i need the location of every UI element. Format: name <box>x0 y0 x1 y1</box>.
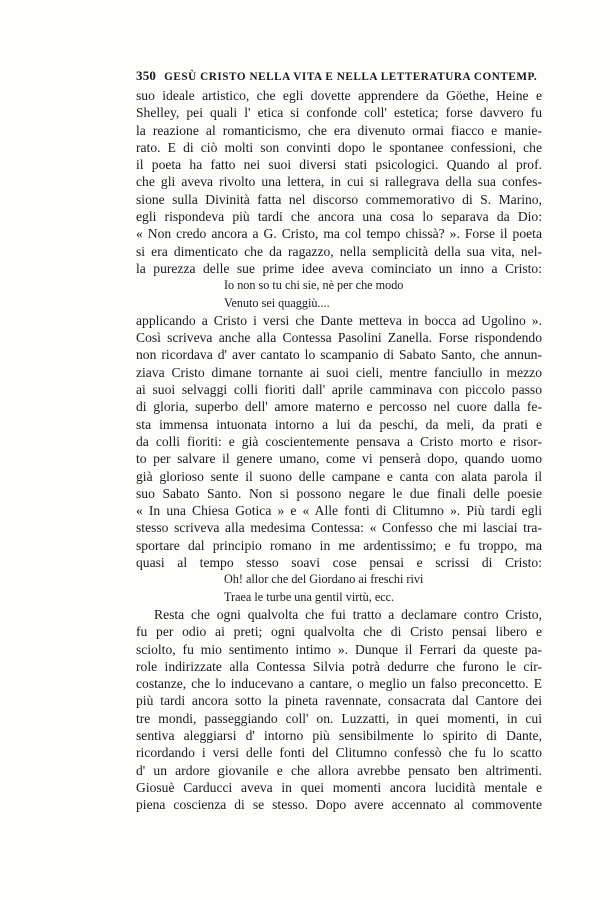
paragraph-3 <box>136 606 542 814</box>
text-line: sciolto, fu mio sentimento intimo ». Dunque il Ferrari da queste pa- <box>136 641 542 657</box>
text-line: egli rispondeva più tardi che ancora una cosa lo separava da Dio: <box>136 209 542 225</box>
verse-line: Io non so tu chi sie, nè per che modo <box>224 278 404 293</box>
text-line: costanze, che lo inducevano a cantare, o meglio un falso preconcetto. E <box>136 676 542 692</box>
verse-line: Venuto sei quaggiù.... <box>224 295 330 310</box>
text-line: che gli aveva rivolto una lettera, in cui si rallegrava della sua confes- <box>136 174 542 190</box>
text-line: da colli fioriti: e già coscientemente pensava a Cristo morto e risor- <box>136 433 542 449</box>
text-line: applicando a Cristo i versi che Dante metteva in bocca ad Ugolino ». <box>136 312 542 328</box>
text-line: ai suoi selvaggi colli fioriti dall' aprile camminava con piccolo passo <box>136 382 542 398</box>
text-line: ziava Cristo dimane tornante ai suoi cieli, mentre fanciullo in mezzo <box>136 364 542 380</box>
text-line: « In una Chiesa Gotica » e « Alle fonti di Clitumno ». Più tardi egli <box>136 503 542 519</box>
text-line: suo ideale artistico, che egli dovette apprendere da Göethe, Heine e <box>136 88 542 103</box>
paragraph-1 <box>136 87 542 277</box>
text-line: suo Sabato Santo. Non si possono negare le due finali delle poesie <box>136 485 542 501</box>
text-line: di gloria, superbo dell' amore materno e percosso nel cuore dalla fe- <box>136 399 542 415</box>
verse-line: Oh! allor che del Giordano ai freschi rivi <box>224 572 424 587</box>
text-line: non ricordava d' aver cantato lo scampanio di Sabato Santo, che annun- <box>136 347 542 363</box>
text-line: il poeta ha fatto nei suoi diversi stati psicologici. Quando al prof. <box>136 157 542 173</box>
text-line: la purezza delle sue prime idee aveva cominciato un inno a Cristo: <box>136 260 542 276</box>
text-line: quasi al tempo stesso soavi cose pensai e scrissi di Cristo: <box>136 555 542 571</box>
running-title: GESÙ CRISTO NELLA VITA E NELLA LETTERATURA CONTEMP. <box>164 71 538 83</box>
text-line: d' un ardore giovanile e che allora avrebbe pensato ben altrimenti. <box>136 762 542 778</box>
verse-line: Traea le turbe una gentil virtù, ecc. <box>224 589 395 604</box>
text-line: sentiva aleggiarsi d' intorno più sensibilmente lo spirito di Dante, <box>136 727 542 743</box>
page-number: 350 <box>136 68 157 83</box>
text-line: ricordando i versi delle fonti del Clitumno confessò che fu lo scatto <box>136 745 542 761</box>
text-line: Resta che ogni qualvolta che fui tratto a declamare contro Cristo, <box>154 606 542 622</box>
text-line: sione sulla Divinità fatta nel discorso commemorativo di S. Marino, <box>136 191 542 207</box>
page-body <box>136 87 542 813</box>
text-line: stesso scriveva alla medesima Contessa: « Confesso che mi lasciai tra- <box>136 520 542 536</box>
text-line: più tardi ancora sotto la pineta ravennate, consacrata dal Cantore dei <box>136 693 542 709</box>
text-line: tre mondi, passeggiando coll' on. Luzzatti, in quei momenti, in cui <box>136 710 542 726</box>
text-line: to per salvare il genere umano, come vi penserà dopo, quando uomo <box>136 451 542 467</box>
text-line: Giosuè Carducci aveva in quei momenti ancora lucidità mentale e <box>136 779 542 795</box>
text-line: sportare dal principio romano in me ardentissimo; e fu troppo, ma <box>136 537 542 553</box>
verse-quote-2 <box>136 571 542 606</box>
text-line: « Non credo ancora a G. Cristo, ma col tempo chissà? ». Forse il poeta <box>136 226 542 242</box>
text-line: piena coscienza di se stesso. Dopo avere accennato al commovente <box>136 797 542 813</box>
text-line: si era dimenticato che da ragazzo, nella semplicità della sua vita, nel- <box>136 243 542 259</box>
running-header <box>136 68 542 84</box>
text-line: fu per odio ai preti; ogni qualvolta che di Cristo pensai libero e <box>136 624 542 640</box>
verse-quote-1 <box>136 277 542 312</box>
text-line: Così scriveva anche alla Contessa Pasolini Zanella. Forse rispondendo <box>136 330 542 346</box>
text-line: già glorioso sente il suono delle campane e canta con alata parola il <box>136 468 542 484</box>
text-line: rato. E di ciò molti son convinti dopo le spontanee confessioni, che <box>136 139 542 155</box>
text-line: la reazione al romanticismo, che era divenuto ormai fiacco e manie- <box>136 122 542 138</box>
text-line: sta immensa intuonata intorno a lui da peschi, da meli, da prati e <box>136 416 542 432</box>
text-line: Shelley, pei quali l' etica si confonde coll' estetica; forse davvero fu <box>136 105 542 121</box>
paragraph-2 <box>136 312 542 571</box>
text-line: role indirizzate alla Contessa Silvia potrà dedurre che furono le cir- <box>136 658 542 674</box>
